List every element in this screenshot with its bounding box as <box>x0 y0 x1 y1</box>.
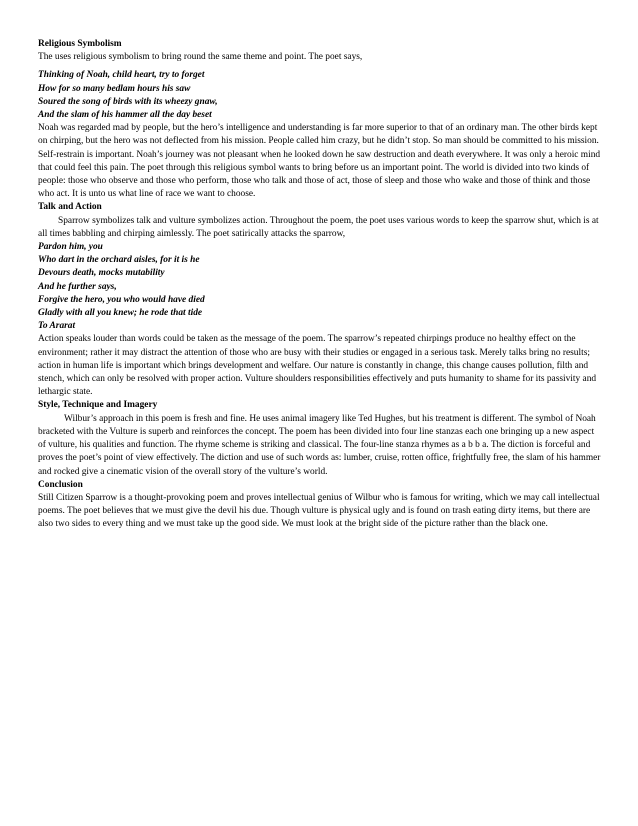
section-body: Wilbur’s approach in this poem is fresh and fine. He uses animal imagery like Ted Hughes, but his treatment is different. The symbol of Noah bracketed with the Vulture is superb and reinforces the concept. The poem has been divided into four line stanzas each one bringing up a new aspect of vulture, his qualities and function. The rhyme scheme is striking and classical. The four-line stanza rhymes as a b b a. The diction is forceful and proves the poet’s point of view effectively. The diction and use of such words as: lumber, cruise, rotten office, frightfully free, the slam of his hammer and rocked give a cinematic vision of the overall story of the vulture’s world. <box>38 413 601 477</box>
section-heading-religious-symbolism: Religious Symbolism <box>38 39 122 49</box>
poem-line: Soured the song of birds with its wheezy gnaw, <box>38 96 218 107</box>
section-heading-conclusion: Conclusion <box>38 479 83 490</box>
poem-line: And he further says, <box>38 281 117 292</box>
section-body: Noah was regarded mad by people, but the hero’s intelligence and understanding is far more superior to that of an ordinary man. The other birds kept on chirping, but the hero was not deflected from his mission. People called him crazy, but he didn’t stop. So man should be committed to his mission. Self-restrain is important. Noah’s journey was not pleasant when he looked down he saw destruction and death everywhere. It was only a heroic mind that could feel this pain. The poet through this religious symbol wants to bring before us an important point. The world is divided into two kinds of people: those who observe and those who perform, those who talk and those of act, those of sleep and those who wake and those of think and those who act. It is unto us what line of race we want to choose. <box>38 123 601 200</box>
poem-line: Devours death, mocks mutability <box>38 268 165 279</box>
section-heading-talk-and-action: Talk and Action <box>38 202 102 213</box>
poem-line: Who dart in the orchard aisles, for it is he <box>38 255 200 266</box>
section-body: Still Citizen Sparrow is a thought-provoking poem and proves intellectual genius of Wilbur who is famous for writing, which we may call intellectual poems. The poet believes that we must give the devil his due. Though vulture is physical ugly and is found on trash eating dirty items, but there are also two sides to every thing and we must take up the good side. We must look at the bright side of the picture rather than the black one. <box>38 492 600 530</box>
poem-line: And the slam of his hammer all the day beset <box>38 110 212 121</box>
poem-line: Forgive the hero, you who would have died <box>38 294 205 305</box>
poem-excerpt <box>38 241 604 333</box>
document-page <box>38 38 604 532</box>
poem-line: How for so many bedlam hours his saw <box>38 83 191 94</box>
poem-line: Pardon him, you <box>38 242 103 253</box>
poem-line: To Ararat <box>38 321 76 332</box>
section-intro: Sparrow symbolizes talk and vulture symbolizes action. Throughout the poem, the poet uses various words to keep the sparrow shut, which is at all times babbling and chirping aimlessly. The poet satirically attacks the sparrow, <box>38 215 599 239</box>
section-body: Action speaks louder than words could be taken as the message of the poem. The sparrow’s repeated chirpings produce no healthy effect on the environment; rather it may distract the attention of those who are busy with their studies or engaged in a serious task. Merely talks bring no results; action in human life is important which brings development and welfare. Our nature is constantly in change, this change causes pollution, filth and stench, which can only be resolved with proper action. Vulture shoulders responsibilities effectively and puts humanity to shame for its passivity and lethargic state. <box>38 334 597 398</box>
poem-line: Thinking of Noah, child heart, try to forget <box>38 70 205 81</box>
section-heading-style-technique-imagery: Style, Technique and Imagery <box>38 400 158 411</box>
poem-excerpt <box>38 69 604 122</box>
section-intro: The uses religious symbolism to bring round the same theme and point. The poet says, <box>38 52 363 63</box>
poem-line: Gladly with all you knew; he rode that tide <box>38 308 203 319</box>
